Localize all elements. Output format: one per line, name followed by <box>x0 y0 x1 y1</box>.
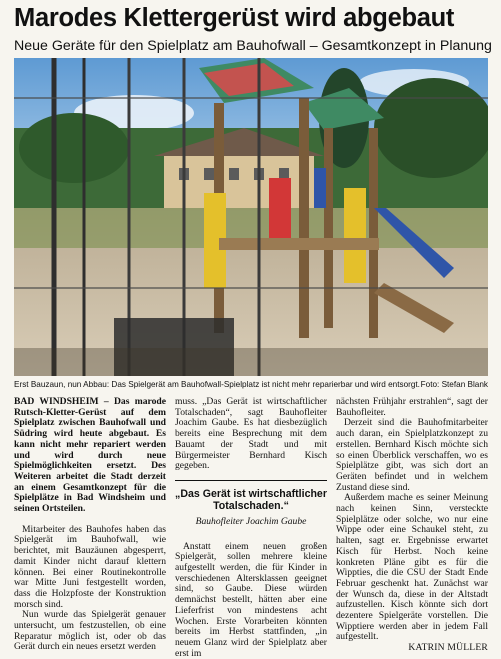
dateline: BAD WINDSHEIM <box>14 396 99 407</box>
article-author: KATRIN MÜLLER <box>408 642 488 654</box>
article-subheadline: Neue Geräte für den Spielplatz am Bauhofwall – Gesamtkonzept in Planung <box>14 38 492 54</box>
paragraph: Außerdem mache es seiner Meinung nach keinen Sinn, versteckte Spielplätze oder solche, wo nur eine Wippe oder eine Schaukel steht, zu halten, sagt er. Ergebnisse erwartet Kisch für Herbst. Noch keine konkreten Pläne gibt es für die Wippties, die die CSU der Stadt Ende Februar geschenkt hat. Zunächst war der Wunsch da, diese in der Altstadt aufzustellen. Kisch könnte sich dort dezentere Spielgeräte vorstellen. Die Wipptiere werden aber in jedem Fall aufgestellt. <box>336 492 488 643</box>
pull-quote-attribution: Bauhofleiter Joachim Gaube <box>195 515 307 527</box>
author-line <box>336 643 488 654</box>
article-column-3 <box>336 397 488 654</box>
paragraph: muss. „Das Gerät ist wirtschaftlicher Totalschaden“, sagt Bauhofleiter Joachim Gaube. Es hat diesbezüglich bereits eine Besprechung mit dem Bauamt der Stadt und mit Bürgermeister Bernhard Kisch gegeben. <box>175 396 327 472</box>
paragraph: Anstatt einem neuen großen Spielgerät, sollen mehrere kleine aufgestellt werden, die für Kinder in verschiedenen Altersklassen geeignet sind, so Gaube. Diese würden demnächst bestellt, hätten aber eine Lieferfrist von mindestens acht Wochen. Erste Vorarbeiten könnten bereits im Herbst stattfinden, „in neuem Glanz wird der Spielplatz aber erst im <box>175 540 327 659</box>
pull-quote <box>175 480 327 532</box>
article-column-1 <box>14 397 166 653</box>
paragraph: Derzeit sind die Bauhofmitarbeiter auch daran, ein Spielplatzkonzept zu erstellen. Bernhard Kisch möchte sich so einen Überblick verschaffen, wo es Spielplätze gibt, was sich dort an Geräten befindet und in welchem Zustand diese sind. <box>336 417 488 493</box>
article-headline: Marodes Klettergerüst wird abgebaut <box>14 4 455 32</box>
paragraph: Nun wurde das Spielgerät genauer untersucht, um festzustellen, ob eine Reparatur möglich ist, oder ob das Gerät durch ein neues ersetzt werden <box>14 609 166 653</box>
article-lead <box>14 397 166 515</box>
photo-caption: Erst Bauzaun, nun Abbau: Das Spielgerät am Bauhofwall-Spielplatz ist nicht mehr reparierbar und wird entsorgt. <box>14 380 420 389</box>
paragraph: Mitarbeiter des Bauhofes haben das Spielgerät im Bauhofwall, wie berichtet, mit Bauzäunen abgesperrt, damit Kinder nicht darauf klettern können. Bei einer Routinekontrolle war Mitte Juni festgestellt worden, dass die Holzpfoste der Konstruktion morsch sind. <box>14 523 166 610</box>
article-column-2 <box>175 397 327 659</box>
photo-credit: Foto: Stefan Blank <box>420 380 488 389</box>
article-photo <box>14 58 488 376</box>
paragraph: nächsten Frühjahr erstrahlen“, sagt der Bauhofleiter. <box>336 396 488 418</box>
photo-caption-row <box>14 379 488 391</box>
playground-photo-illustration <box>14 58 488 376</box>
lead-text: – Das marode Rutsch-Kletter-Gerüst auf dem Spielplatz zwischen Bauhofwall und Südring wird heute abgebaut. Es kann nicht mehr repariert werden und wird durch neue Spielmöglichkeiten ersetzt. Des Weiteren arbeitet die Stadt derzeit an einem Gesamtkonzept für die Spielplätze in Bad Windsheim und seinen Ortsteilen. <box>14 396 166 515</box>
pull-quote-text: „Das Gerät ist wirtschaftlicher Totalschaden.“ <box>175 487 327 513</box>
